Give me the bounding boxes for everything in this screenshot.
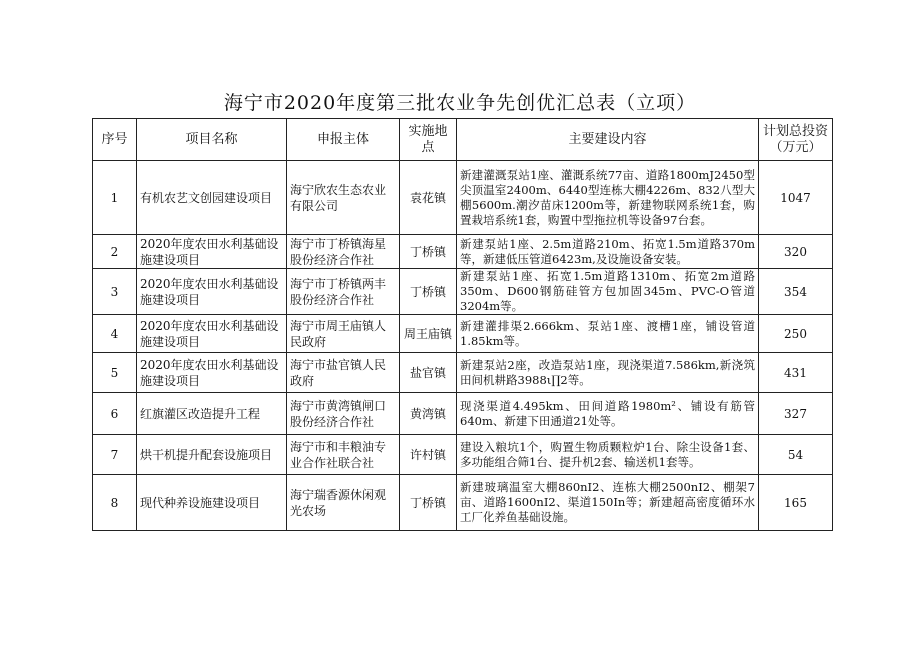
cell-investment: 165 [759,475,833,531]
cell-applicant: 海宁瑞香源休闲观光农场 [287,475,400,531]
header-project-name: 项目名称 [137,119,287,161]
cell-location: 袁花镇 [400,161,457,235]
cell-location: 丁桥镇 [400,269,457,315]
cell-location: 周王庙镇 [400,315,457,353]
cell-applicant: 海宁市和丰粮油专业合作社联合社 [287,435,400,475]
cell-content: 新建泵站2座，改造泵站1座，现浇渠道7.586km,新浇筑田间机耕路3988ι∏2等。 [457,353,759,393]
cell-content: 新建灌溉泵站1座、灌溉系统77亩、道路1800mJ2450型尖顶温室2400m、6440型连栋大棚4226m、832八型大棚5600m.潮汐苗床1200m等，新建物联网系统1套，购置栽培系统1套，购置中型拖拉机等设备97台套。 [457,161,759,235]
cell-applicant: 海宁市丁桥镇两丰股份经济合作社 [287,269,400,315]
cell-location: 黄湾镇 [400,393,457,435]
header-content: 主要建设内容 [457,119,759,161]
table-header-row [93,119,833,161]
cell-investment: 250 [759,315,833,353]
cell-location: 丁桥镇 [400,235,457,269]
cell-investment: 320 [759,235,833,269]
page-title: 海宁市2020年度第三批农业争先创优汇总表（立项） [223,92,697,114]
cell-no: 4 [93,315,137,353]
cell-no: 3 [93,269,137,315]
cell-location: 盐官镇 [400,353,457,393]
cell-content: 现浇渠道4.495km、田间道路1980m²、铺设有筋管640m、新建下田通道21处等。 [457,393,759,435]
cell-project-name: 2020年度农田水利基础设施建设项目 [137,315,287,353]
table-row [93,269,833,315]
table-row [93,315,833,353]
header-applicant: 申报主体 [287,119,400,161]
cell-applicant: 海宁市盐官镇人民政府 [287,353,400,393]
cell-investment: 1047 [759,161,833,235]
cell-no: 2 [93,235,137,269]
cell-content: 新建玻璃温室大棚860nI2、连栋大棚2500nI2、棚架7亩、道路1600nI2、渠道150In等；新建超高密度循环水工厂化养鱼基础设施。 [457,475,759,531]
cell-project-name: 2020年度农田水利基础设施建设项目 [137,353,287,393]
cell-content: 新建泵站1座、2.5m道路210m、拓宽1.5m道路370m等，新建低压管道6423m,及设施设备安装。 [457,235,759,269]
cell-applicant: 海宁市周王庙镇人民政府 [287,315,400,353]
cell-project-name: 2020年度农田水利基础设施建设项目 [137,235,287,269]
cell-project-name: 有机农艺文创园建设项目 [137,161,287,235]
table-row [93,435,833,475]
cell-investment: 431 [759,353,833,393]
header-no: 序号 [93,119,137,161]
table-row [93,393,833,435]
cell-no: 1 [93,161,137,235]
cell-applicant: 海宁市黄湾镇闸口股份经济合作社 [287,393,400,435]
cell-no: 8 [93,475,137,531]
cell-content: 新建灌排渠2.666km、泵站1座、渡槽1座，铺设管道1.85km等。 [457,315,759,353]
cell-applicant: 海宁市丁桥镇海星股份经济合作社 [287,235,400,269]
table-row [93,161,833,235]
cell-investment: 354 [759,269,833,315]
cell-investment: 54 [759,435,833,475]
cell-no: 7 [93,435,137,475]
cell-applicant: 海宁欣农生态农业有限公司 [287,161,400,235]
cell-content: 建设入粮坑1个，购置生物质颗粒炉1台、除尘设备1套、多功能组合筛1台、提升机2套、输送机1套等。 [457,435,759,475]
cell-project-name: 烘干机提升配套设施项目 [137,435,287,475]
cell-location: 丁桥镇 [400,475,457,531]
cell-project-name: 现代种养设施建设项目 [137,475,287,531]
summary-table [92,118,833,531]
header-location: 实施地点 [400,119,457,161]
table-row [93,475,833,531]
cell-no: 5 [93,353,137,393]
cell-project-name: 红旗灌区改造提升工程 [137,393,287,435]
cell-no: 6 [93,393,137,435]
cell-location: 许村镇 [400,435,457,475]
header-investment: 计划总投资（万元） [759,119,833,161]
cell-content: 新建泵站1座、拓宽1.5m道路1310m、拓宽2m道路350m、D600钢筋硅管方包加固345m、PVC-O管道3204m等。 [457,269,759,315]
cell-investment: 327 [759,393,833,435]
cell-project-name: 2020年度农田水利基础设施建设项目 [137,269,287,315]
table-row [93,353,833,393]
table-row [93,235,833,269]
